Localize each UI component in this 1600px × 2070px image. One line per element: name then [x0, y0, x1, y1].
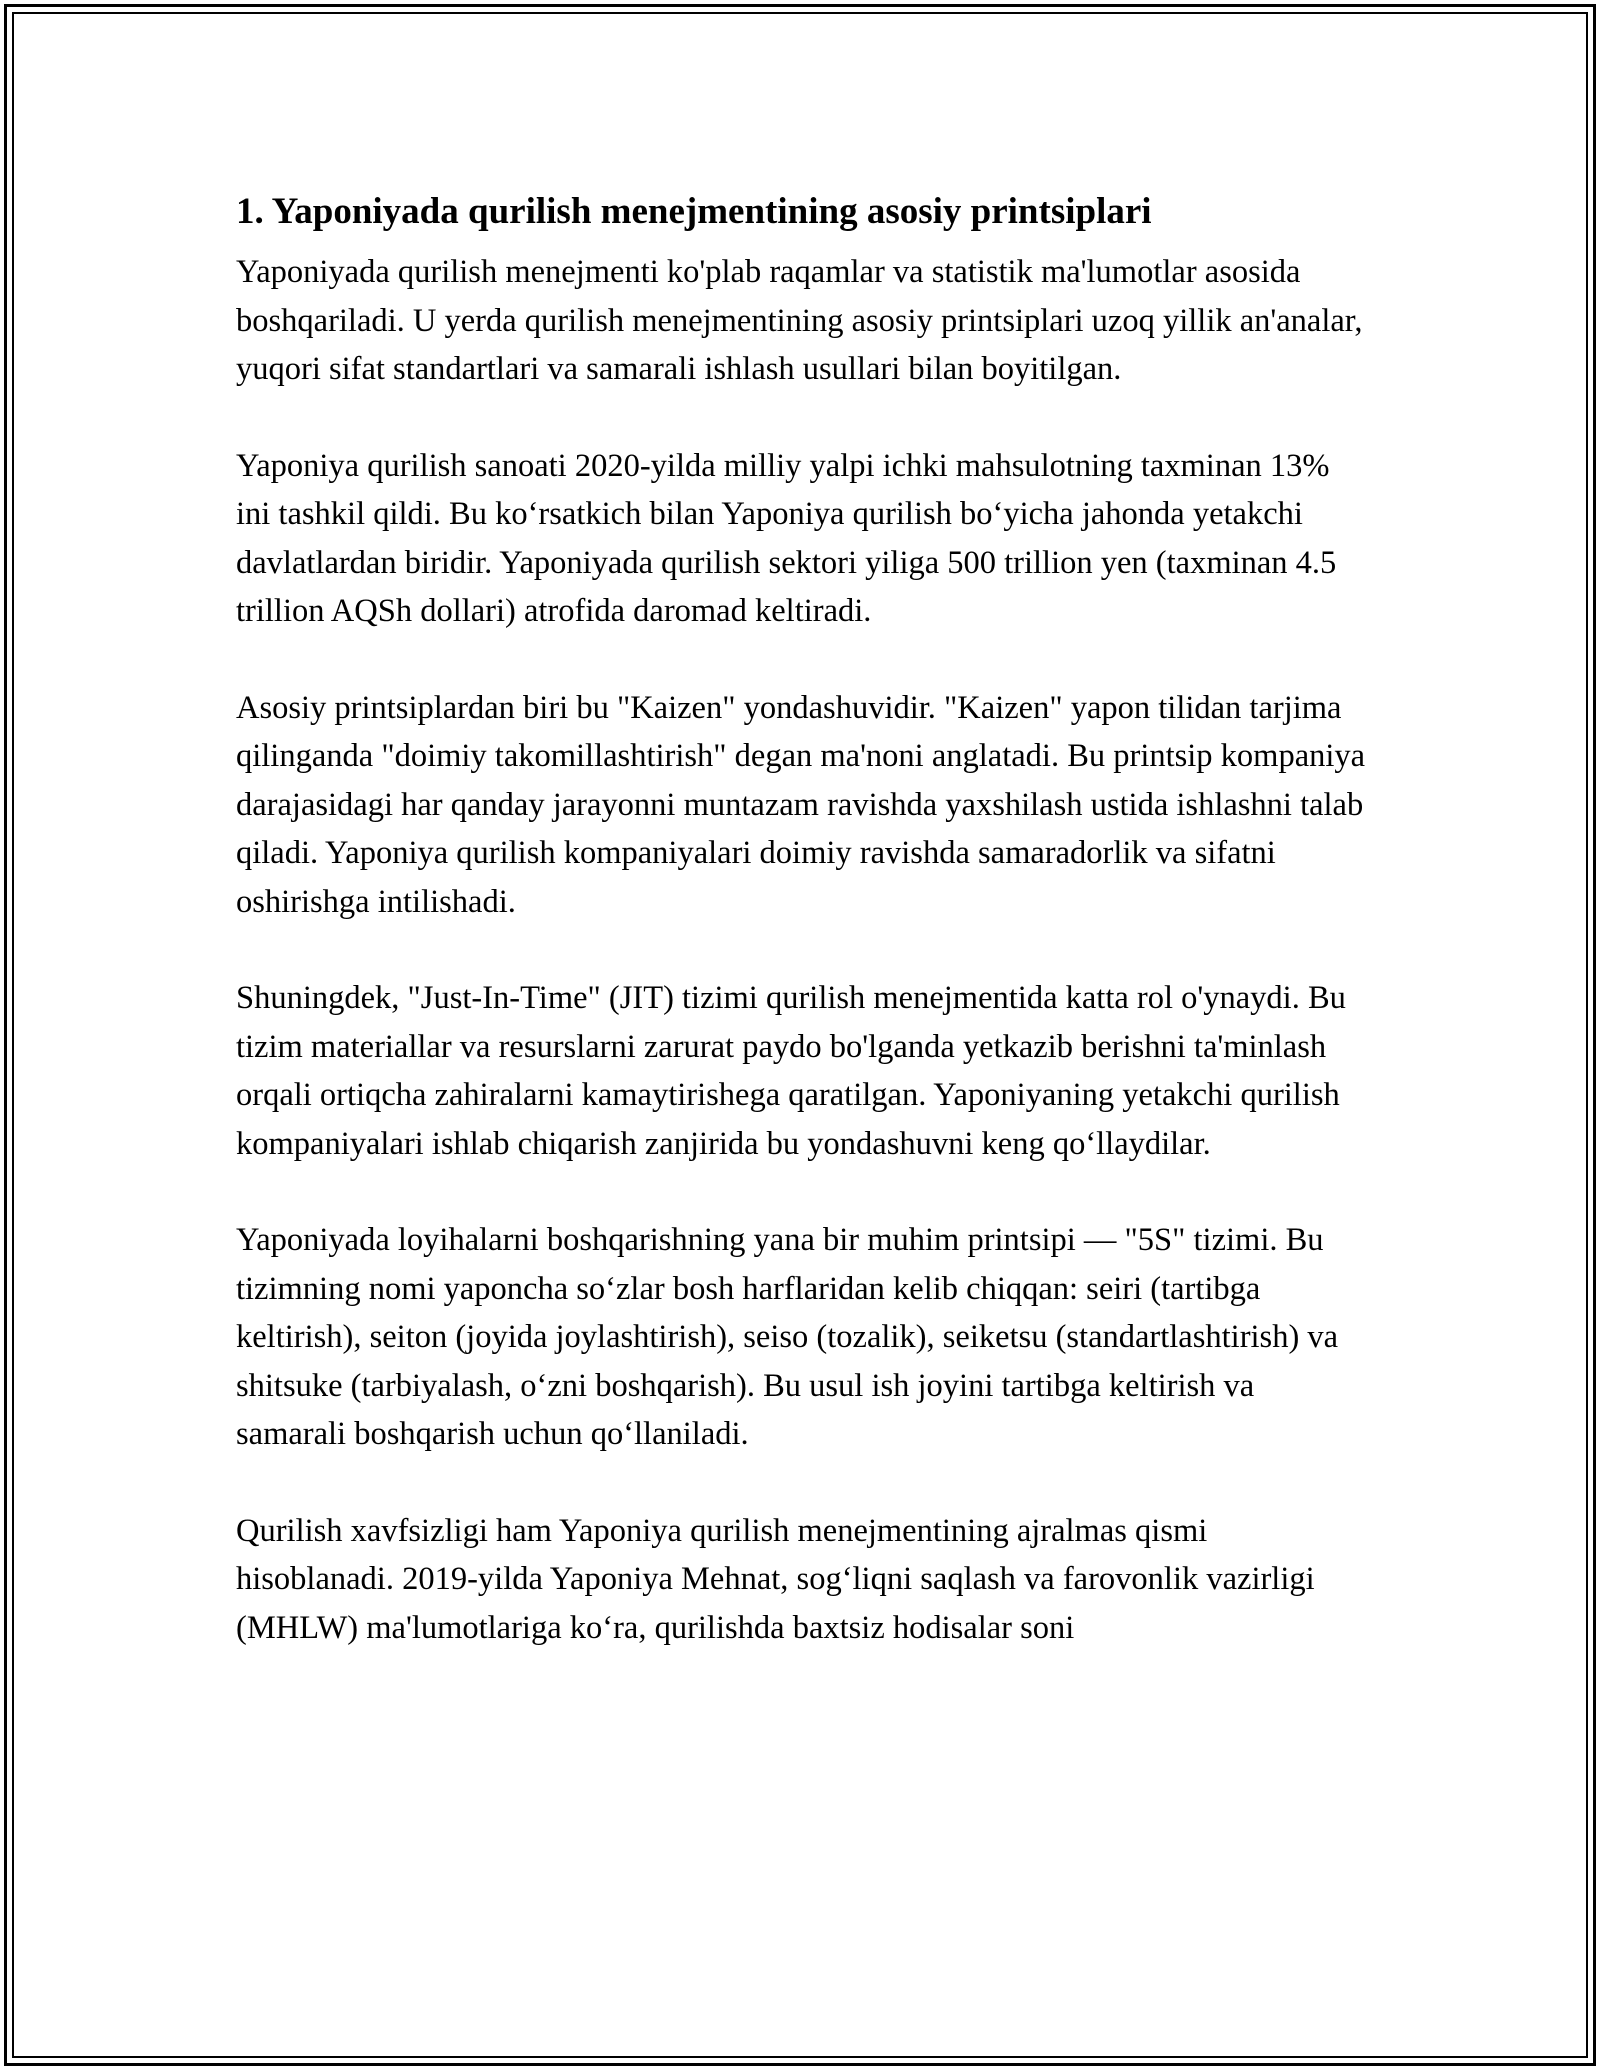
paragraph-just-in-time: Shuningdek, "Just-In-Time" (JIT) tizimi qurilish menejmentida katta rol o'ynaydi. Bu tizim materiallar va resurslarni zarurat paydo bo'lganda yetkazib berishni ta'minlash orqali ortiqcha zahiralarni kamaytirishega qaratilgan. Yaponiyaning yetakchi qurilish kompaniyalari ishlab chiqarish zanjirida bu yondashuvni keng qoʻllaydilar.	[236, 980, 1346, 1162]
paragraph-industry-stats: Yaponiya qurilish sanoati 2020-yilda milliy yalpi ichki mahsulotning taxminan 13% ini tashkil qildi. Bu koʻrsatkich bilan Yaponiya qurilish boʻyicha jahonda yetakchi davlatlardan biridir. Yaponiyada qurilish sektori yiliga 500 trillion yen (taxminan 4.5 trillion AQSh dollari) atrofida daromad keltiradi.	[236, 447, 1337, 629]
paragraph-safety: Qurilish xavfsizligi ham Yaponiya qurilish menejmentining ajralmas qismi hisoblanadi. 2019-yilda Yaponiya Mehnat, sogʻliqni saqlash va farovonlik vazirligi (MHLW) ma'lumotlariga koʻra, qurilishda baxtsiz hodisalar soni	[236, 1512, 1315, 1646]
section-heading: 1. Yaponiyada qurilish menejmentining asosiy printsiplari	[236, 191, 1152, 232]
paragraph-kaizen: Asosiy printsiplardan biri bu "Kaizen" yondashuvidir. "Kaizen" yapon tilidan tarjima qilinganda "doimiy takomillashtirish" degan ma'noni anglatadi. Bu printsip kompaniya darajasidagi har qanday jarayonni muntazam ravishda yaxshilash ustida ishlashni talab qiladi. Yaponiya qurilish kompaniyalari doimiy ravishda samaradorlik va sifatni oshirishga intilishadi.	[236, 689, 1366, 920]
paragraph-intro: Yaponiyada qurilish menejmenti ko'plab raqamlar va statistik ma'lumotlar asosida boshqariladi. U yerda qurilish menejmentining asosiy printsiplari uzoq yillik an'analar, yuqori sifat standartlari va samarali ishlash usullari bilan boyitilgan.	[236, 254, 1363, 387]
document-body	[236, 180, 1366, 1700]
paragraph-5s: Yaponiyada loyihalarni boshqarishning yana bir muhim printsipi — "5S" tizimi. Bu tizimning nomi yaponcha soʻzlar bosh harflaridan kelib chiqqan: seiri (tartibga keltirish), seiton (joyida joylashtirish), seiso (tozalik), seiketsu (standartlashtirish) va shitsuke (tarbiyalash, oʻzni boshqarish). Bu usul ish joyini tartibga keltirish va samarali boshqarish uchun qoʻllaniladi.	[236, 1222, 1339, 1452]
